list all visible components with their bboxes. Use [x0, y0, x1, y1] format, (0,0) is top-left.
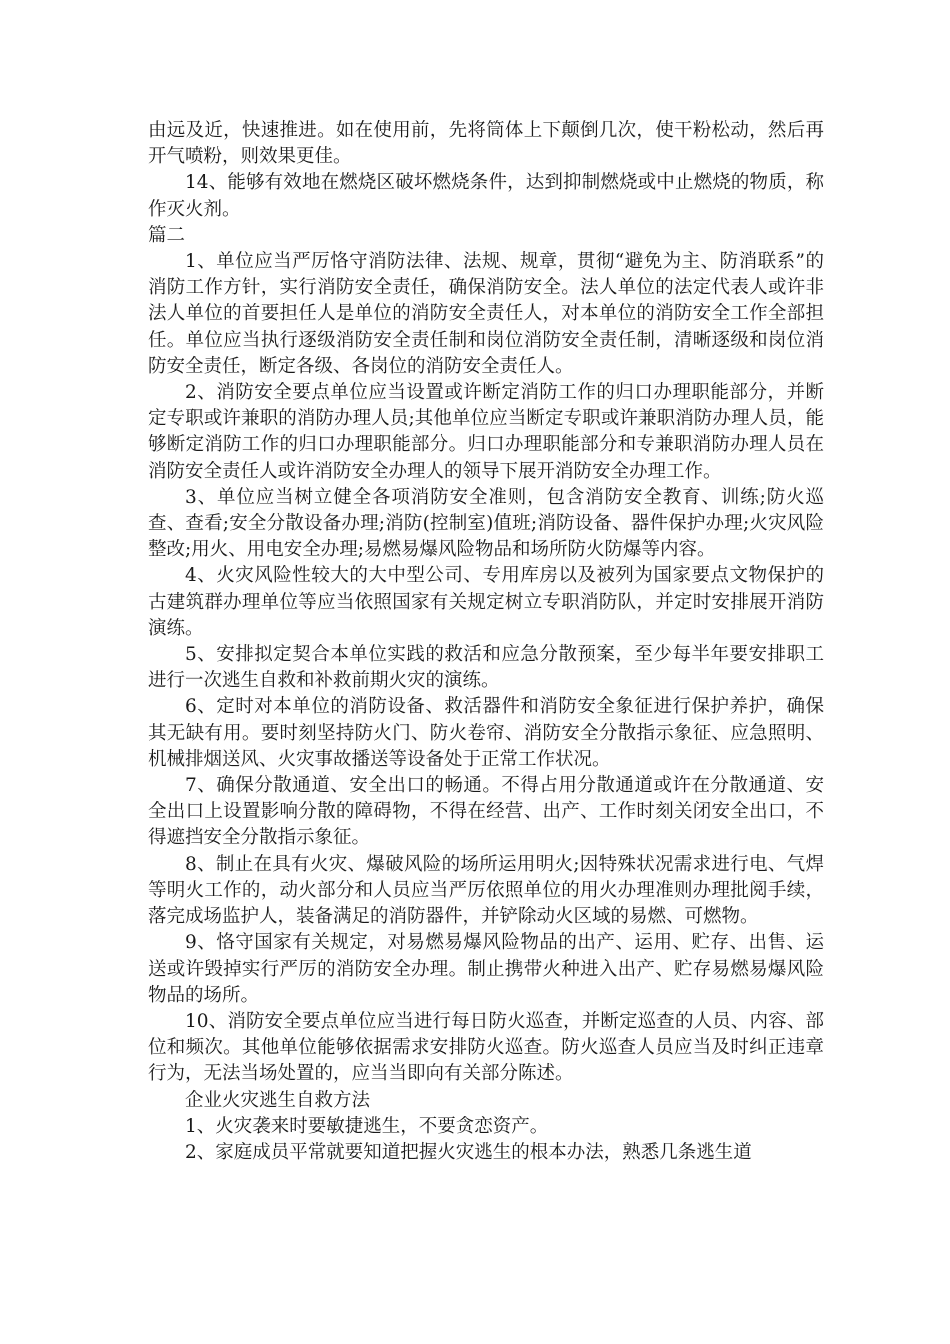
subsection-heading: 企业火灾逃生自救方法 [185, 1089, 371, 1111]
paragraph: 8、制止在具有火灾、爆破风险的场所运用明火;因特殊状况需求进行电、气焊等明火工作的，动火部分和人员应当严厉依照单位的用火办理准则办理批阅手续，落完成场监护人，装备满足的消防器件，并铲除动火区域的易燃、可燃物。 [148, 853, 824, 928]
paragraph: 2、消防安全要点单位应当设置或许断定消防工作的归口办理职能部分，并断定专职或许兼职的消防办理人员;其他单位应当断定专职或许兼职消防办理人员，能够断定消防工作的归口办理职能部分。归口办理职能部分和专兼职消防办理人员在消防安全责任人或许消防安全办理人的领导下展开消防安全办理工作。 [148, 382, 824, 482]
section-heading: 篇二 [148, 224, 186, 246]
paragraph: 由远及近，快速推进。如在使用前，先将筒体上下颠倒几次，使干粉松动，然后再开气喷粉，则效果更佳。 [148, 120, 824, 168]
paragraph: 2、家庭成员平常就要知道把握火灾逃生的根本办法，熟悉几条逃生道 [185, 1141, 752, 1163]
paragraph: 1、火灾袭来时要敏捷逃生，不要贪恋资产。 [185, 1115, 549, 1137]
paragraph: 10、消防安全要点单位应当进行每日防火巡查，并断定巡查的人员、内容、部位和频次。其他单位能够依据需求安排防火巡查。防火巡查人员应当及时纠正违章行为，无法当场处置的，应当当即向有关部分陈述。 [148, 1010, 824, 1085]
paragraph: 9、恪守国家有关规定，对易燃易爆风险物品的出产、运用、贮存、出售、运送或许毁掉实行严厉的消防安全办理。制止携带火种进入出产、贮存易燃易爆风险物品的场所。 [148, 932, 824, 1006]
paragraph: 4、火灾风险性较大的大中型公司、专用库房以及被列为国家要点文物保护的古建筑群办理单位等应当依照国家有关规定树立专职消防队，并定时安排展开消防演练。 [148, 565, 824, 639]
document-page [148, 118, 824, 1166]
paragraph: 14、能够有效地在燃烧区破坏燃烧条件，达到抑制燃烧或中止燃烧的物质，称作灭火剂。 [148, 172, 824, 220]
paragraph: 3、单位应当树立健全各项消防安全准则，包含消防安全教育、训练;防火巡查、查看;安全分散设备办理;消防(控制室)值班;消防设备、器件保护办理;火灾风险整改;用火、用电安全办理;易燃易爆风险物品和场所防火防爆等内容。 [148, 486, 824, 561]
paragraph: 5、安排拟定契合本单位实践的救活和应急分散预案，至少每半年要安排职工进行一次逃生自救和补救前期火灾的演练。 [148, 644, 824, 692]
paragraph: 1、单位应当严厉恪守消防法律、法规、规章，贯彻“避免为主、防消联系”的消防工作方针，实行消防安全责任，确保消防安全。法人单位的法定代表人或许非法人单位的首要担任人是单位的消防安全责任人，对本单位的消防安全工作全部担任。单位应当执行逐级消防安全责任制和岗位消防安全责任制，清晰逐级和岗位消防安全责任，断定各级、各岗位的消防安全责任人。 [148, 251, 824, 377]
paragraph: 6、定时对本单位的消防设备、救活器件和消防安全象征进行保护养护，确保其无缺有用。要时刻坚持防火门、防火卷帘、消防安全分散指示象征、应急照明、机械排烟送风、火灾事故播送等设备处于正常工作状况。 [148, 696, 824, 770]
paragraph: 7、确保分散通道、安全出口的畅通。不得占用分散通道或许在分散通道、安全出口上设置影响分散的障碍物，不得在经营、出产、工作时刻关闭安全出口，不得遮挡安全分散指示象征。 [148, 775, 824, 849]
